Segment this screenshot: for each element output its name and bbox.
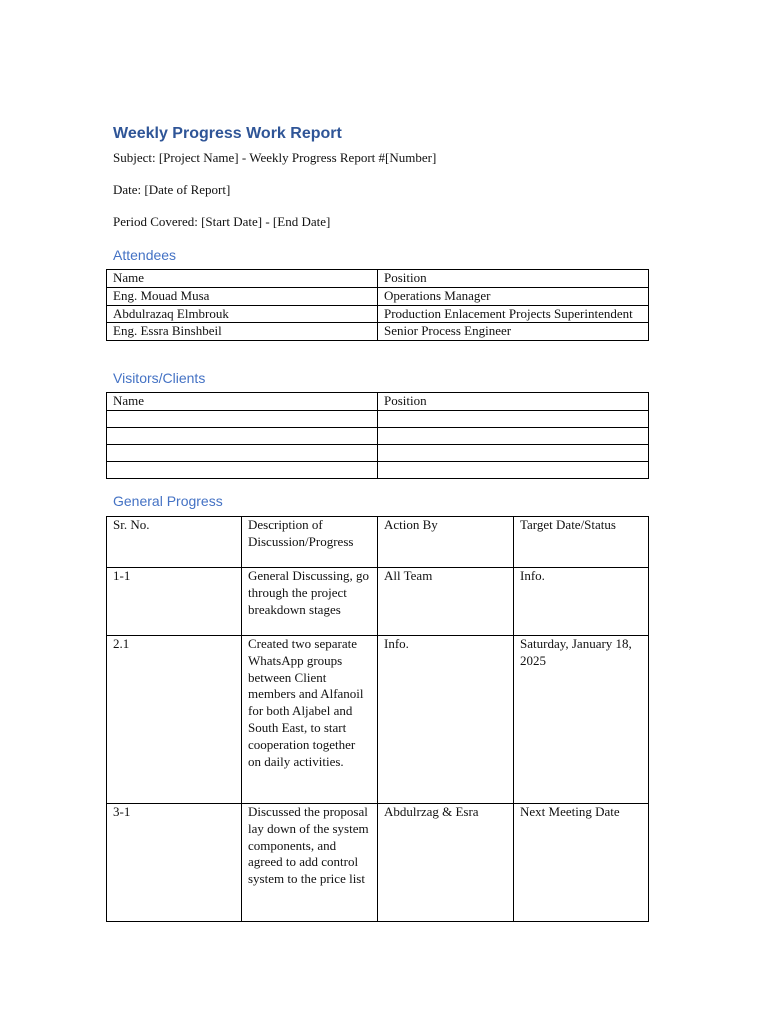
description-cell: Created two separate WhatsApp groups between Client members and Alfanoil for both Aljabel and South East, to start cooperation together on daily activities. [242,636,378,804]
visitor-name [107,444,378,461]
table-row [107,323,649,341]
table-row [107,427,649,444]
table-row [107,568,649,636]
attendee-position: Senior Process Engineer [378,323,649,341]
report-title: Weekly Progress Work Report [113,125,342,142]
target-cell: Saturday, January 18, 2025 [514,636,649,804]
action-by-cell: All Team [378,568,514,636]
action-by-cell: Info. [378,636,514,804]
header-cell-name: Name [107,393,378,411]
header-cell-target: Target Date/Status [514,517,649,568]
attendee-position: Production Enlacement Projects Superintendent [378,305,649,323]
header-cell-name: Name [107,270,378,288]
attendee-name: Eng. Mouad Musa [107,287,378,305]
attendee-name: Abdulrazaq Elmbrouk [107,305,378,323]
table-header-row [107,393,649,411]
visitor-position [378,444,649,461]
visitor-position [378,410,649,427]
attendee-position: Operations Manager [378,287,649,305]
table-row [107,804,649,922]
visitor-name [107,427,378,444]
table-header-row [107,270,649,288]
table-row [107,444,649,461]
visitors-heading: Visitors/Clients [113,370,206,386]
visitors-table [106,392,649,479]
table-row [107,287,649,305]
table-header-row [107,517,649,568]
table-row [107,636,649,804]
progress-table [106,516,649,922]
period-line: Period Covered: [Start Date] - [End Date] [113,214,331,229]
table-row [107,305,649,323]
sr-no-cell: 2.1 [107,636,242,804]
header-cell-action-by: Action By [378,517,514,568]
visitor-name [107,461,378,478]
target-cell: Info. [514,568,649,636]
progress-heading: General Progress [113,493,223,509]
subject-line: Subject: [Project Name] - Weekly Progress Report #[Number] [113,150,437,165]
header-cell-position: Position [378,393,649,411]
sr-no-cell: 3-1 [107,804,242,922]
action-by-cell: Abdulrzag & Esra [378,804,514,922]
visitor-name [107,410,378,427]
header-cell-description: Description of Discussion/Progress [242,517,378,568]
description-cell: General Discussing, go through the project breakdown stages [242,568,378,636]
attendees-table [106,269,649,341]
table-row [107,461,649,478]
target-cell: Next Meeting Date [514,804,649,922]
description-cell: Discussed the proposal lay down of the system components, and agreed to add control system to the price list [242,804,378,922]
sr-no-cell: 1-1 [107,568,242,636]
header-cell-sr-no: Sr. No. [107,517,242,568]
attendees-heading: Attendees [113,247,177,263]
date-line: Date: [Date of Report] [113,182,231,197]
visitor-position [378,427,649,444]
attendee-name: Eng. Essra Binshbeil [107,323,378,341]
visitor-position [378,461,649,478]
table-row [107,410,649,427]
header-cell-position: Position [378,270,649,288]
